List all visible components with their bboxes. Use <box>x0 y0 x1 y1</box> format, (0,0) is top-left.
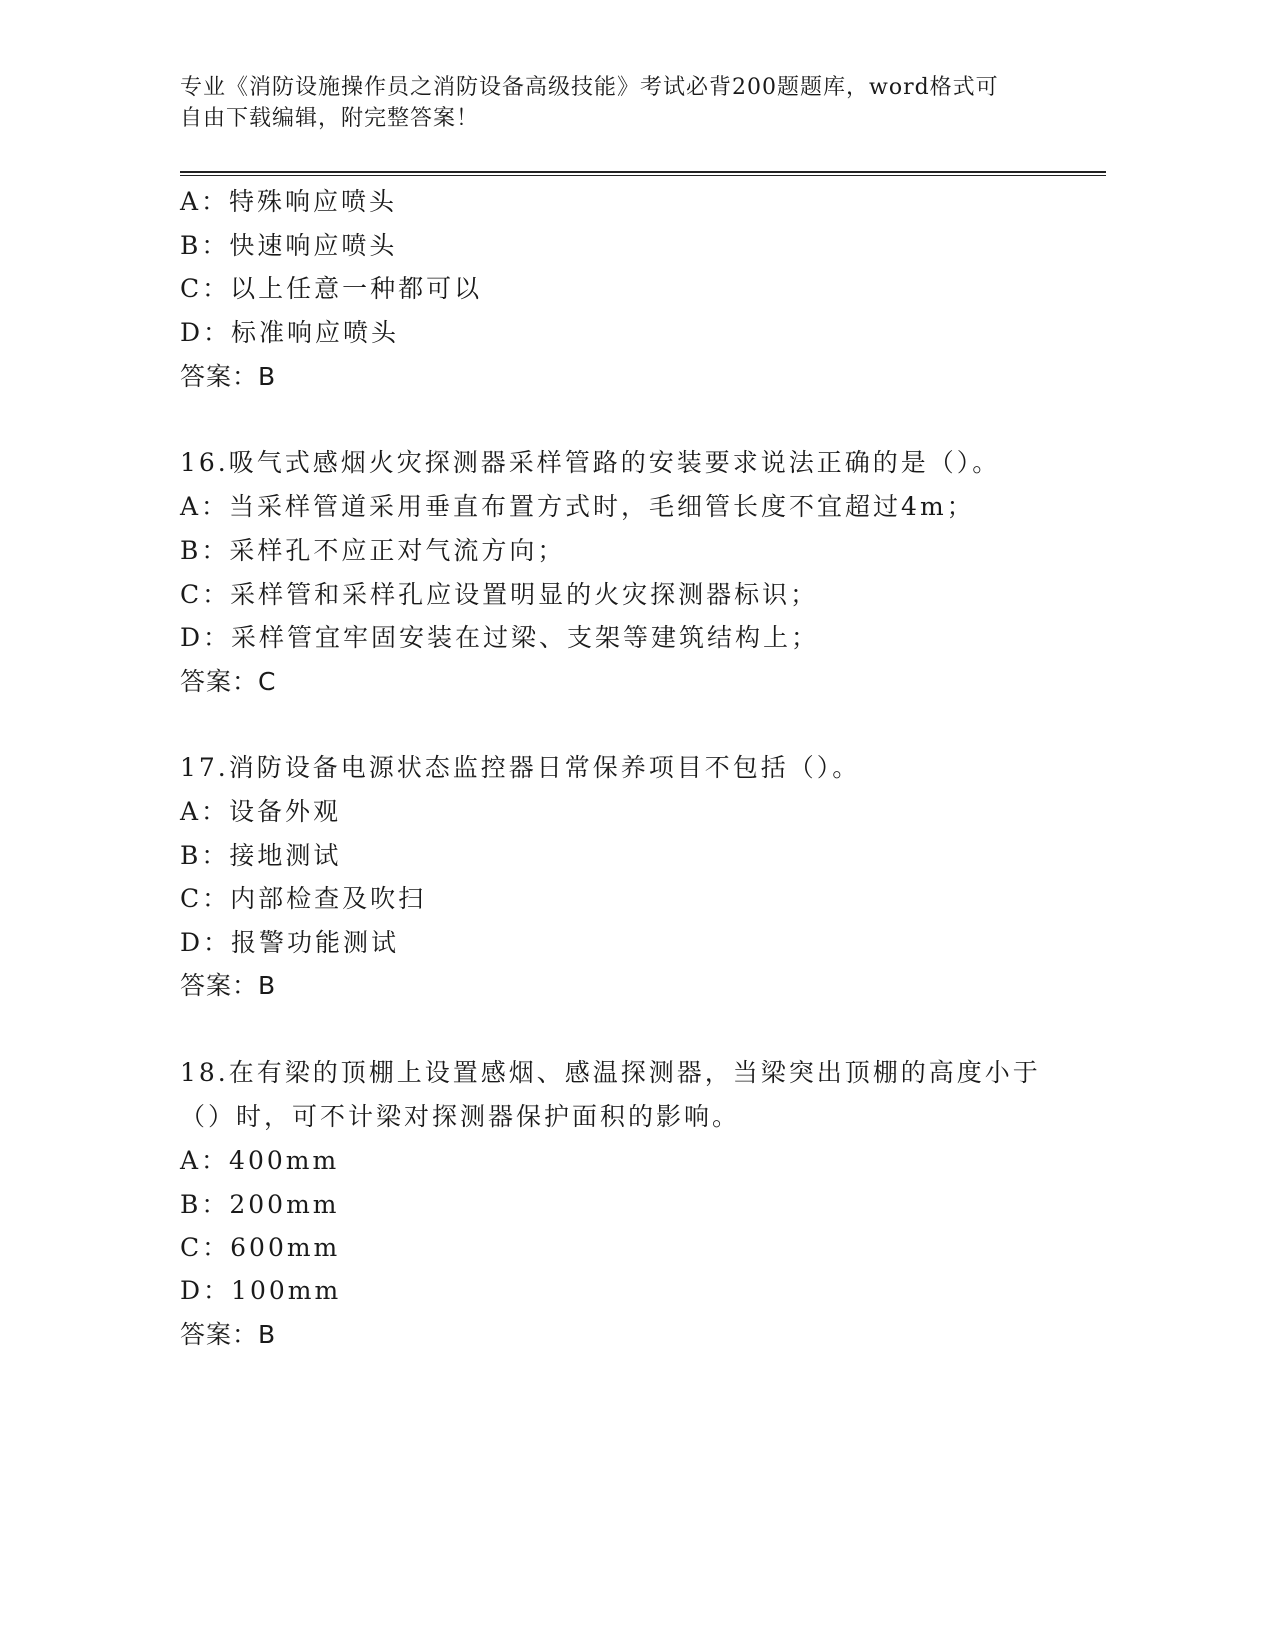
q18-option-b: B：200mm <box>180 1190 340 1219</box>
q15-option-c: C：以上任意一种都可以 <box>180 274 483 303</box>
q15-option-a: A：特殊响应喷头 <box>180 187 398 216</box>
q18-question-line-2: （）时，可不计梁对探测器保护面积的影响。 <box>180 1102 741 1131</box>
q18-option-d: D：100mm <box>180 1276 342 1305</box>
q15-option-b: B：快速响应喷头 <box>180 231 398 260</box>
document-header <box>180 72 1060 134</box>
header-divider <box>180 171 1106 176</box>
q17-question: 17.消防设备电源状态监控器日常保养项目不包括（）。 <box>180 753 861 782</box>
q18-question-line-1: 18.在有梁的顶棚上设置感烟、感温探测器，当梁突出顶棚的高度小于 <box>180 1058 1041 1087</box>
header-title-line-2: 自由下载编辑，附完整答案！ <box>180 106 480 131</box>
q18-option-a: A：400mm <box>180 1146 340 1175</box>
q18-option-c: C：600mm <box>180 1233 341 1262</box>
header-title-line-1: 专业《消防设施操作员之消防设备高级技能》考试必背200题题库，word格式可 <box>180 75 999 100</box>
q17-option-b: B：接地测试 <box>180 841 342 870</box>
q16-option-a: A：当采样管道采用垂直布置方式时，毛细管长度不宜超过4m； <box>180 492 975 521</box>
q18-answer: 答案：B <box>180 1320 277 1349</box>
q16-question: 16.吸气式感烟火灾探测器采样管路的安装要求说法正确的是（）。 <box>180 448 1001 477</box>
q17-option-c: C：内部检查及吹扫 <box>180 884 427 913</box>
q16-option-d: D：采样管宜牢固安装在过梁、支架等建筑结构上； <box>180 623 820 652</box>
q15-answer: 答案：B <box>180 362 277 391</box>
q17-option-a: A：设备外观 <box>180 797 342 826</box>
q16-answer: 答案：C <box>180 667 277 696</box>
q16-option-c: C：采样管和采样孔应设置明显的火灾探测器标识； <box>180 580 819 609</box>
q17-option-d: D：报警功能测试 <box>180 928 400 957</box>
q15-option-d: D：标准响应喷头 <box>180 318 400 347</box>
q16-option-b: B：采样孔不应正对气流方向； <box>180 536 566 565</box>
q17-answer: 答案：B <box>180 971 277 1000</box>
